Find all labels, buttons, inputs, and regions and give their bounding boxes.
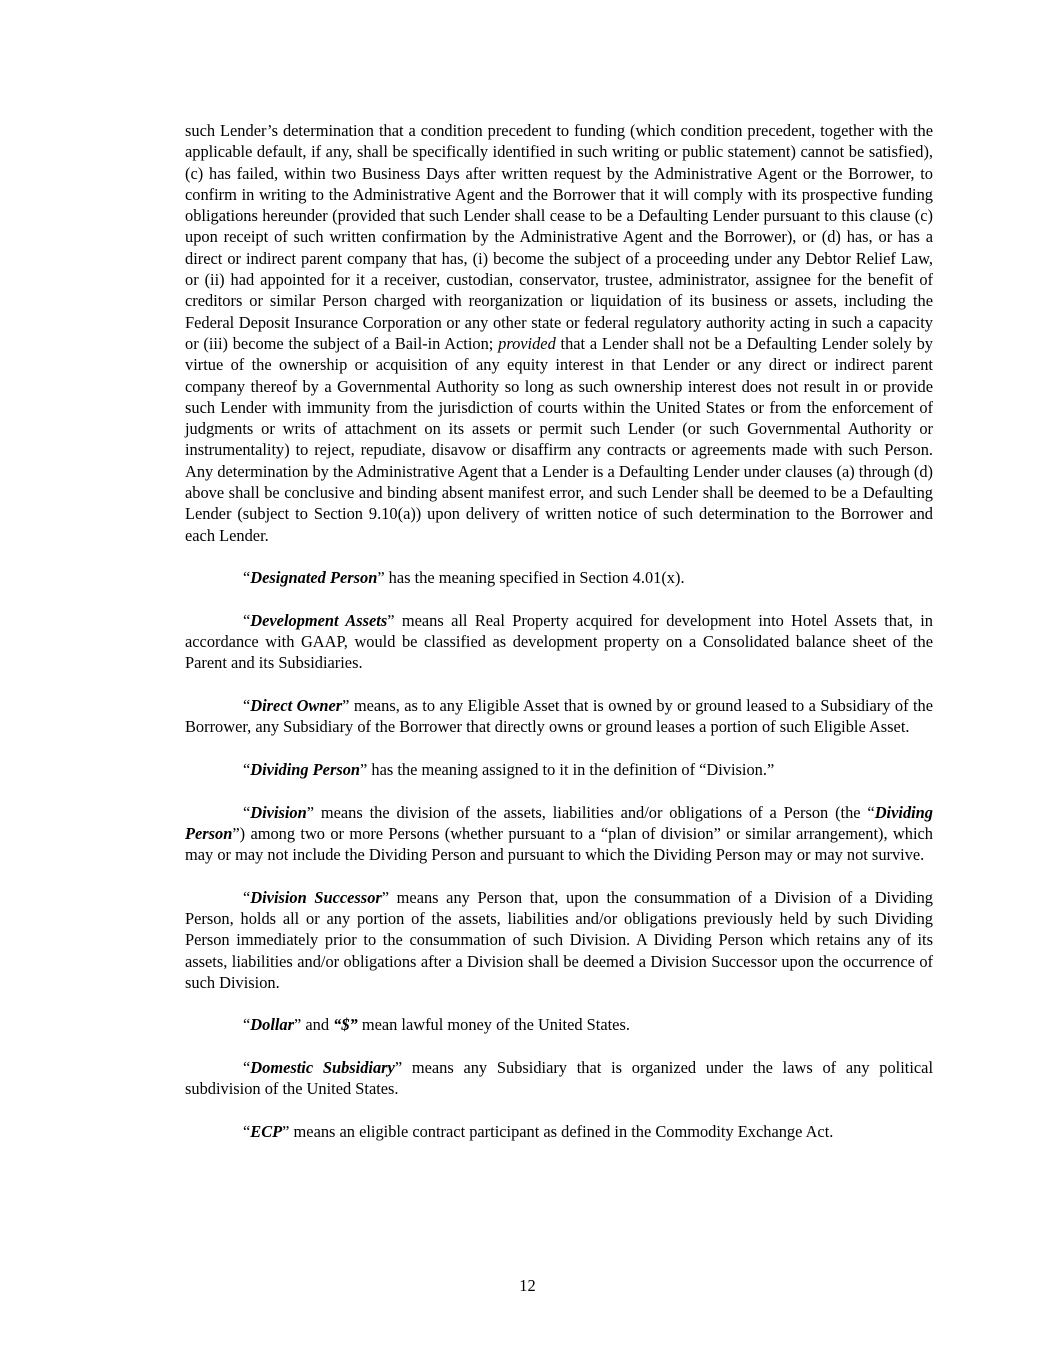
defined-term: Dividing Person	[250, 759, 361, 779]
paragraph	[185, 802, 933, 866]
text-run: “	[243, 1015, 251, 1035]
text-run: ” means all Real Property acquired for development into Hotel Assets that, in accordance with GAAP, would be classified as development property on a Consolidated balance sheet of the Parent and its Subsidiaries.	[185, 610, 933, 673]
paragraph	[185, 887, 933, 993]
defined-term: “$”	[333, 1015, 358, 1035]
document-body	[185, 120, 933, 1164]
defined-term: Dollar	[250, 1015, 294, 1035]
paragraph	[185, 759, 933, 780]
text-run: ” means an eligible contract participant as defined in the Commodity Exchange Act.	[282, 1121, 834, 1141]
text-run: ” means any Subsidiary that is organized under the laws of any political subdivision of the United States.	[185, 1058, 933, 1099]
text-run: ” means the division of the assets, liabilities and/or obligations of a Person (the “	[306, 802, 875, 822]
text-run: ”) among two or more Persons (whether pursuant to a “plan of division” or similar arrangement), which may or may not include the Dividing Person and pursuant to which the Dividing Person may or may not survive.	[185, 823, 933, 865]
paragraph	[185, 610, 933, 674]
text-run: ” has the meaning specified in Section 4.01(x).	[377, 568, 685, 588]
text-run: “	[243, 1121, 251, 1141]
text-run: “	[243, 1058, 251, 1078]
paragraph	[185, 695, 933, 738]
text-run: “	[243, 696, 251, 716]
paragraph	[185, 1121, 933, 1142]
text-run: “	[243, 759, 251, 779]
text-run: ” has the meaning assigned to it in the definition of “Division.”	[360, 759, 775, 779]
text-run: “	[243, 802, 251, 822]
defined-term: Direct Owner	[250, 696, 343, 716]
defined-term: Development Assets	[250, 610, 388, 630]
text-run: mean lawful money of the United States.	[357, 1015, 630, 1035]
defined-term: Division	[250, 802, 307, 822]
text-run: ” means any Person that, upon the consummation of a Division of a Dividing Person, holds all or any portion of the assets, liabilities and/or obligations previously held by such Dividing Person immediately prior to the consummation of such Division. A Dividing Person which retains any of its assets, liabilities and/or obligations after a Division shall be deemed a Division Successor upon the occurrence of such Division.	[185, 887, 933, 992]
text-run: ” and	[294, 1015, 334, 1035]
paragraph	[185, 567, 933, 588]
paragraph	[185, 1057, 933, 1100]
defined-term: Designated Person	[250, 568, 378, 588]
defined-term: Dividing Person	[185, 802, 933, 843]
paragraph	[185, 1014, 933, 1035]
text-run: “	[243, 568, 251, 588]
text-run: that a Lender shall not be a Defaulting Lender solely by virtue of the ownership or acquisition of any equity interest in that Lender or any direct or indirect parent company thereof by a Governmental Authority so long as such ownership interest does not result in or provide such Lender with immunity from the jurisdiction of courts within the United States or from the enforcement of judgments or writs of attachment on its assets or permit such Lender (or such Governmental Authority or instrumentality) to reject, repudiate, disavow or disaffirm any contracts or agreements made with such Person. Any determination by the Administrative Agent that a Lender is a Defaulting Lender under clauses (a) through (d) above shall be conclusive and binding absent manifest error, and such Lender shall be deemed to be a Defaulting Lender (subject to Section 9.10(a)) upon delivery of written notice of such determination to the Borrower and each Lender.	[185, 333, 933, 545]
text-run: “	[243, 887, 251, 907]
page-number: 12	[519, 1276, 536, 1295]
defined-term: provided	[498, 333, 556, 353]
text-run: such Lender’s determination that a condition precedent to funding (which condition precedent, together with the applicable default, if any, shall be specifically identified in such writing or public statement) cannot be satisfied), (c) has failed, within two Business Days after written request by the Administrative Agent or the Borrower, to confirm in writing to the Administrative Agent and the Borrower that it will comply with its prospective funding obligations hereunder (provided that such Lender shall cease to be a Defaulting Lender pursuant to this clause (c) upon receipt of such written confirmation by the Administrative Agent and the Borrower), or (d) has, or has a direct or indirect parent company that has, (i) become the subject of a proceeding under any Debtor Relief Law, or (ii) had appointed for it a receiver, custodian, conservator, trustee, administrator, assignee for the benefit of creditors or similar Person charged with reorganization or liquidation of its business or assets, including the Federal Deposit Insurance Corporation or any other state or federal regulatory authority acting in such a capacity or (iii) become the subject of a Bail-in Action;	[185, 121, 933, 353]
defined-term: ECP	[250, 1121, 283, 1141]
defined-term: Division Successor	[250, 887, 382, 907]
text-run: ” means, as to any Eligible Asset that is owned by or ground leased to a Subsidiary of the Borrower, any Subsidiary of the Borrower that directly owns or ground leases a portion of such Eligible Asset.	[185, 696, 933, 737]
defined-term: Domestic Subsidiary	[250, 1058, 395, 1078]
paragraph	[185, 120, 933, 546]
text-run: “	[243, 610, 251, 630]
